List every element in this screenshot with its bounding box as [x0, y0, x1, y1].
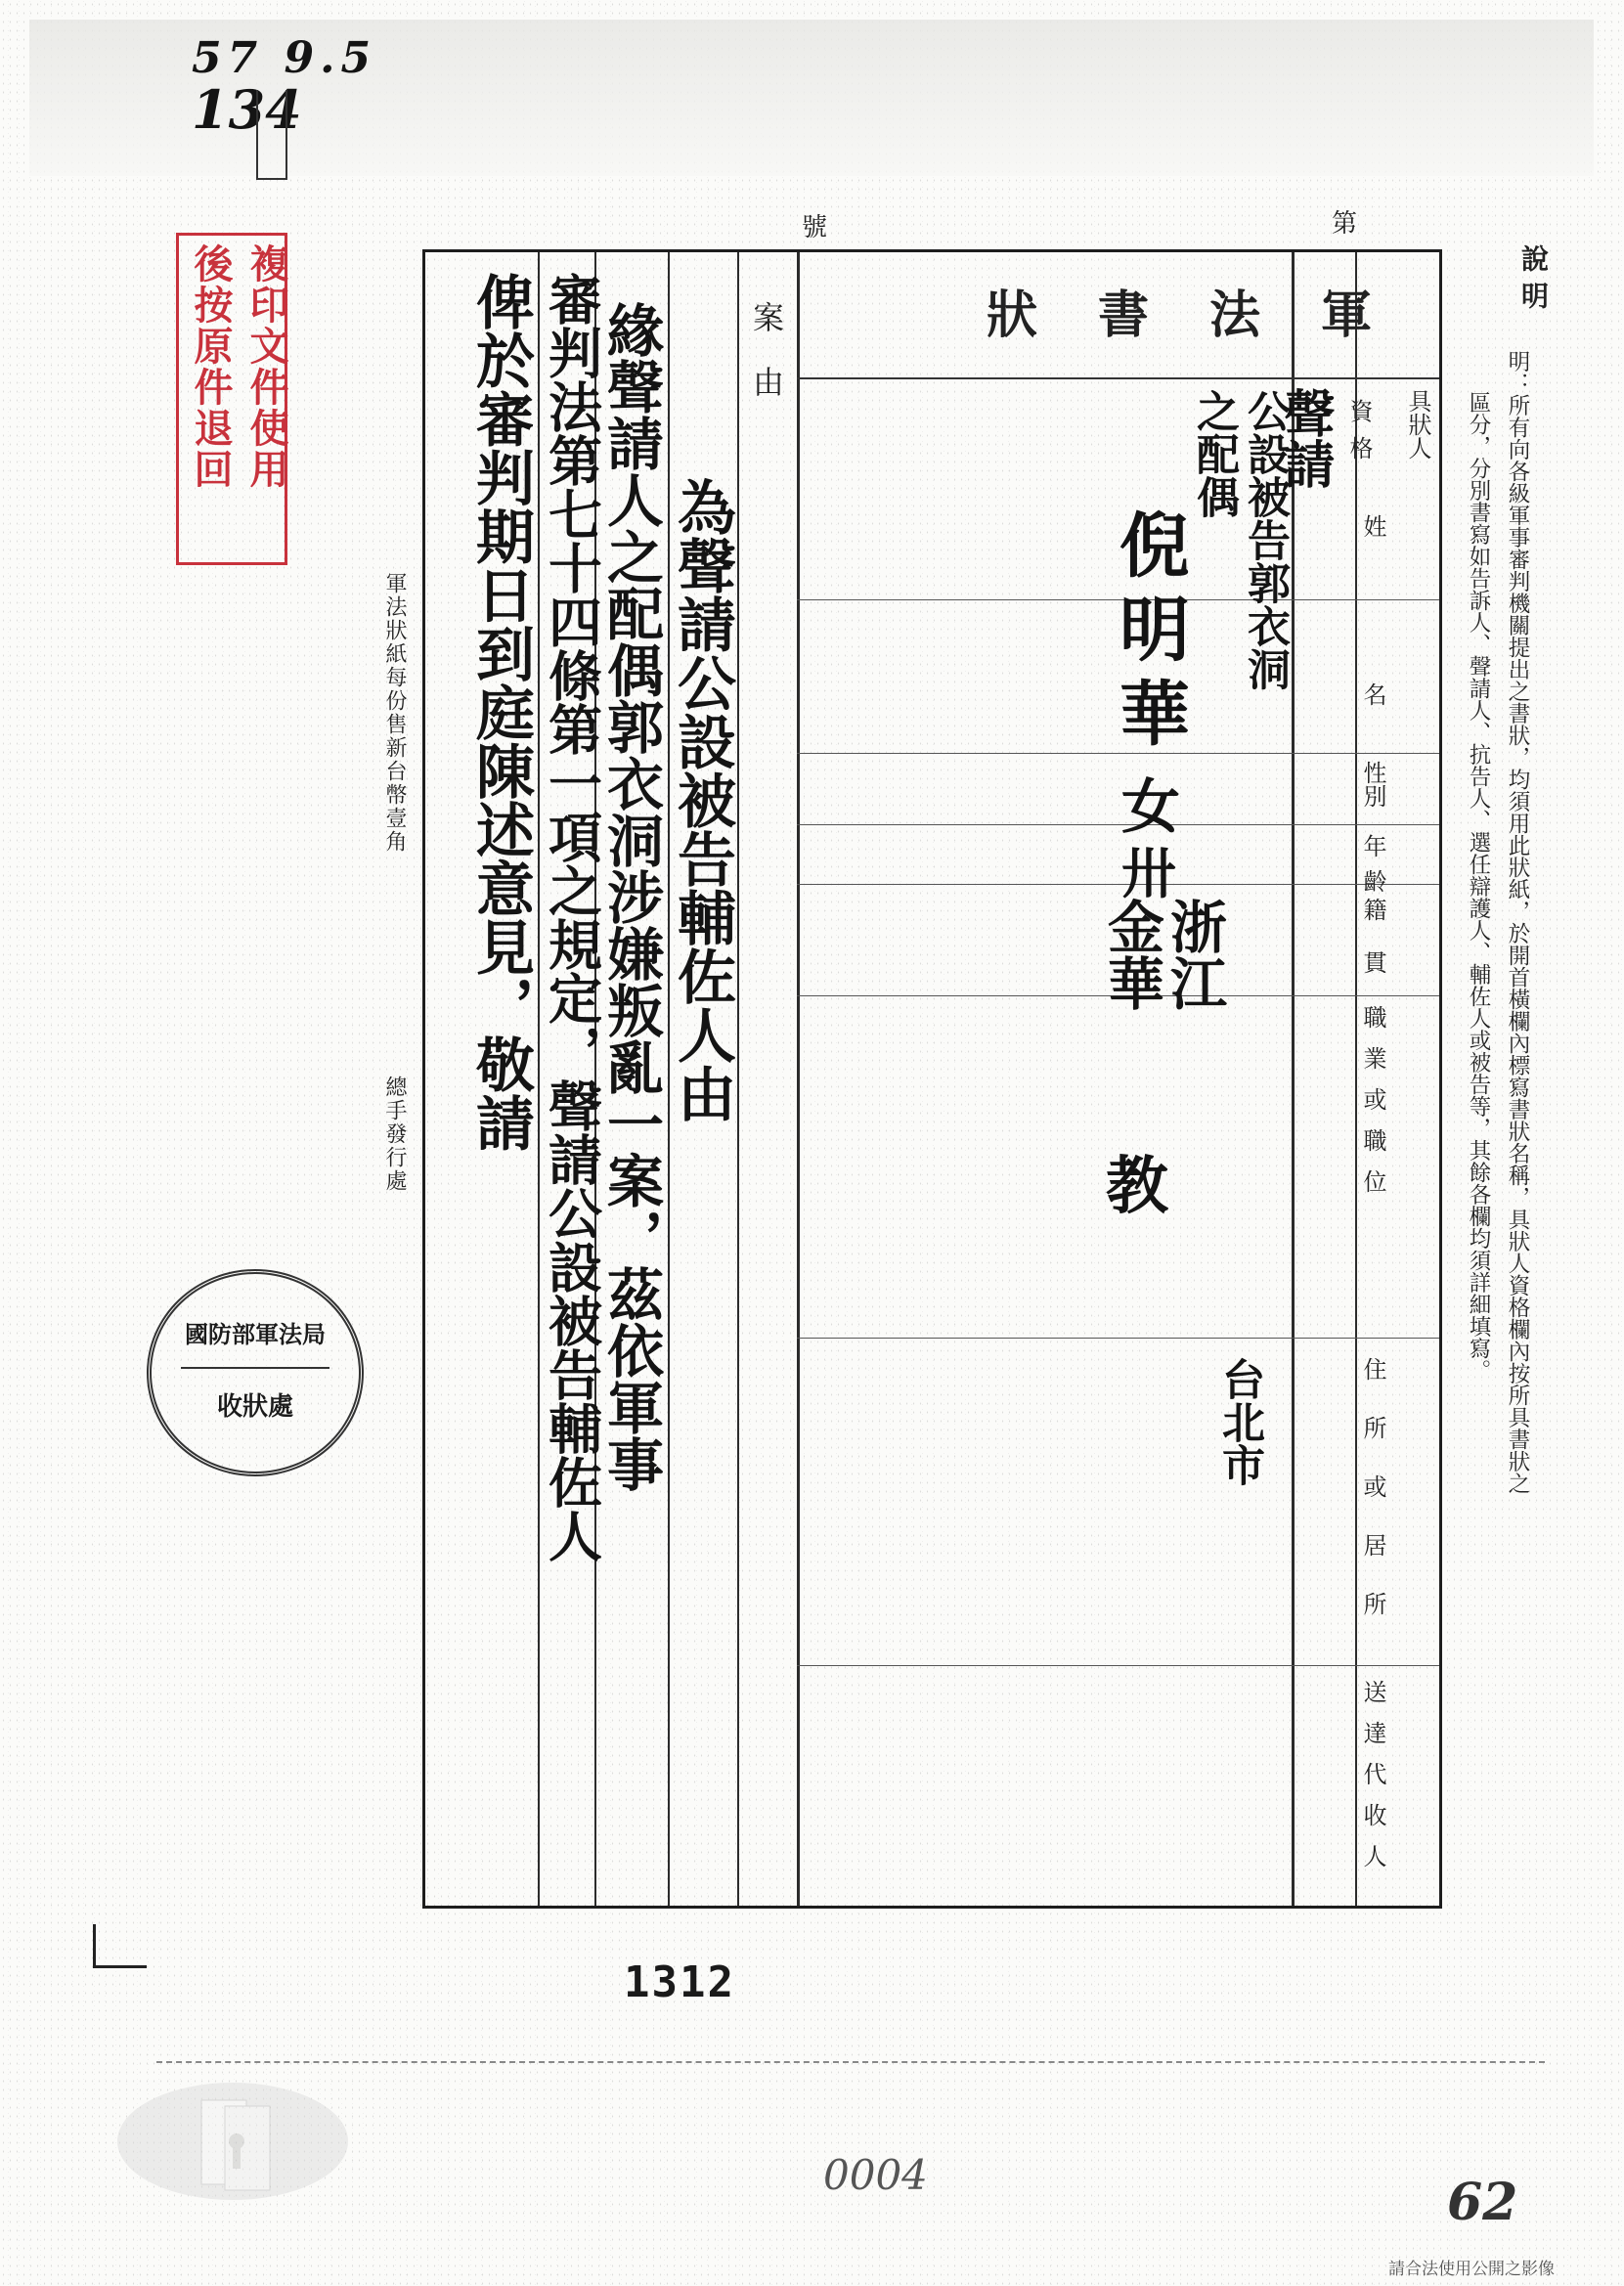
- stamp-col1: 複印文件使用: [243, 243, 288, 490]
- instructions-line1: 明：所有向各級軍事審判機關提出之書狀，均須用此狀紙，於開首橫欄內標寫書狀名稱，具狀人資格欄內按所具書狀之: [1505, 350, 1530, 1494]
- label-occupation: 職業或職位: [1359, 1005, 1386, 1210]
- page-number: 1312: [624, 1957, 735, 2007]
- qualification-col2: 公設被告郭衣洞之配偶: [1189, 389, 1290, 690]
- label-qualification: 資格: [1345, 399, 1373, 473]
- name-value: 倪明華: [1108, 508, 1191, 761]
- residence-value: 台北市: [1214, 1357, 1264, 1486]
- bottom-code: 0004: [823, 2151, 928, 2199]
- price-note: 軍法狀紙每份售新台幣壹角: [382, 572, 407, 854]
- footer-note: 請合法使用公開之影像: [1388, 2260, 1555, 2279]
- stamp-col2: 後按原件退回: [188, 243, 233, 490]
- date-handwriting: 57 9.5: [192, 33, 377, 83]
- bottom-page-handwriting: 62: [1447, 2173, 1518, 2232]
- form-title: 軍法書狀: [986, 286, 1432, 345]
- label-sex: 性別: [1359, 761, 1386, 808]
- instructions-line2: 區分，分別書寫如告訴人、聲請人、抗告人、選任辯護人、輔佐人或被告等，其餘各欄均須詳細填寫。: [1466, 391, 1491, 1382]
- label-given-name: 名: [1359, 682, 1386, 706]
- label-age: 年齡: [1359, 834, 1386, 904]
- bottom-rule: [156, 2061, 1545, 2063]
- receipt-oval-stamp: [147, 1269, 364, 1476]
- corner-mark: [93, 1924, 147, 1968]
- handwritten-box: [256, 90, 287, 180]
- body-line2: 緣聲請人之配偶郭衣洞涉嫌叛亂一案，茲依軍事: [597, 301, 664, 1492]
- body-line1: 為聲請公設被告輔佐人由: [668, 477, 736, 1122]
- oval-stamp-top-text: 國防部軍法局: [185, 1321, 326, 1348]
- native-place-value: 浙江金華: [1098, 898, 1227, 1011]
- instructions-heading: 說明: [1517, 244, 1550, 319]
- serial-di-label: 第: [1332, 209, 1358, 239]
- label-surname: 姓: [1359, 514, 1386, 538]
- copy-use-stamp: [176, 233, 287, 565]
- label-residence: 住所或居所: [1359, 1357, 1386, 1650]
- occupation-value: 教: [1106, 1150, 1168, 1223]
- serial-hao-label: 號: [802, 213, 828, 242]
- number-handwriting: 134: [192, 78, 302, 141]
- label-agent: 送達代收人: [1359, 1680, 1386, 1885]
- oval-stamp-bottom-text: 收狀處: [216, 1392, 293, 1422]
- label-native-place: 籍貫: [1359, 898, 1386, 1003]
- archive-logo-icon: [115, 2073, 350, 2210]
- body-line3: 審判法第七十四條第一項之規定，聲請公設被告輔佐人: [540, 272, 603, 1562]
- sex-value: 女: [1121, 773, 1180, 842]
- qualification-col1: 聲請: [1275, 387, 1335, 489]
- legal-form: [422, 249, 1442, 1909]
- label-plaintiff: 具狀人: [1404, 389, 1431, 460]
- body-line4: 俾於審判期日到庭陳述意見，敬請: [466, 272, 535, 1152]
- age-value: 卅: [1121, 842, 1176, 906]
- issuer-note: 總手發行處: [382, 1076, 407, 1193]
- case-label: 案由: [748, 301, 785, 430]
